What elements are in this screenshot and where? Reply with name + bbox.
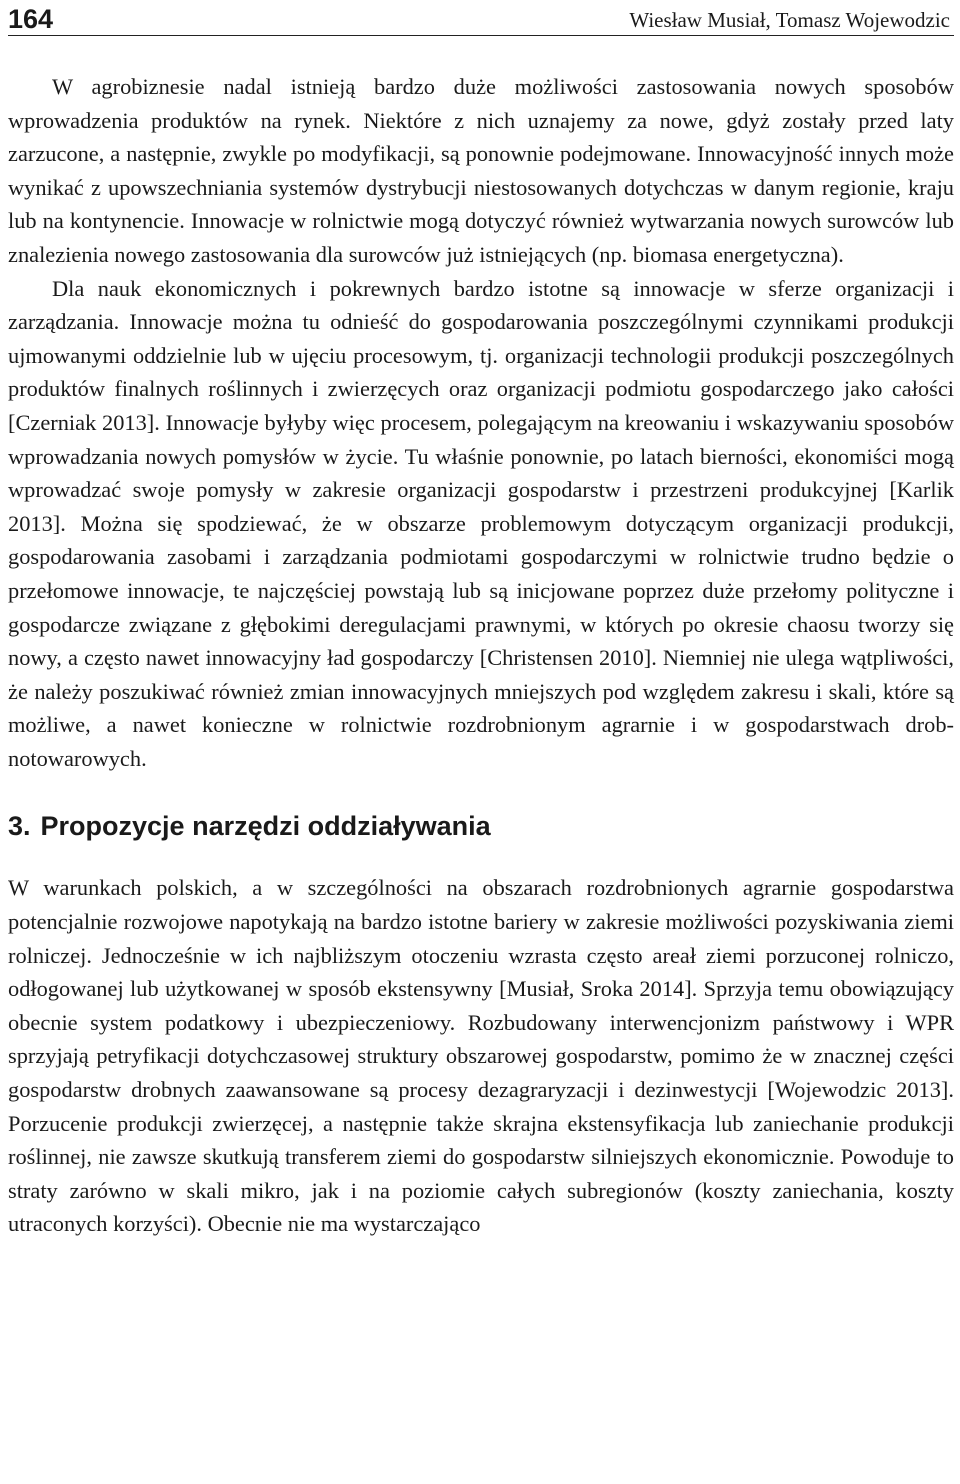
section-heading <box>8 809 954 843</box>
section-title: Propozycje narzędzi oddziaływania <box>40 811 491 842</box>
page <box>8 0 954 1241</box>
body-text <box>8 70 954 1241</box>
paragraph-agrobusiness: W agrobiznesie nadal istnieją bardzo duże możliwości zastosowania nowych sposobów wprowadzenia produktów na rynek. Niektóre z nich uznajemy za nowe, gdyż zostały przed laty zarzucone, a następnie, zwykle po modyfikacji, są ponownie podejmowane. Innowacyjność innych może wynikać z upowszechniania systemów dystrybucji niestosowanych dotychczas w danym regionie, kraju lub na kontynencie. Innowacje w rolnictwie mogą dotyczyć również wytwarzania nowych surowców lub znalezienia nowego zastosowania dla surowców już istniejących (np. biomasa energetyczna). <box>8 74 954 267</box>
running-header-authors: Wiesław Musiał, Tomasz Wojewodzic <box>629 8 950 32</box>
running-header <box>8 0 954 36</box>
page-number: 164 <box>8 4 54 34</box>
paragraph-polish-conditions: W warunkach polskich, a w szczególności na obszarach rozdrobnionych agrarnie gospodarstwa potencjalnie rozwojowe napotykają na bardzo istotne bariery w zakresie możliwości pozyskiwania ziemi rolniczej. Jednocześnie w ich najbliższym otoczeniu wzrasta często areał ziemi porzuconej rolniczo, odłogowanej lub użytkowanej w sposób ekstensywny [Musiał, Sroka 2014]. Sprzyja temu obowiązujący obecnie system podatkowy i ubezpieczeniowy. Rozbudowany interwencjonizm państwowy i WPR sprzyjają petryfikacji dotychczasowej struktury obszarowej gospodarstw, pomimo że w znacznej części gospodarstw drobnych zaawansowane są procesy dezagraryzacji i dezinwestycji [Wojewodzic 2013]. Porzucenie produkcji zwierzęcej, a następnie także skrajna ekstensyfikacja lub zaniechanie produkcji roślinnej, nie zawsze skutkują transferem ziemi do gospodarstw silniejszych ekonomicznie. Powoduje to straty zarówno w skali mikro, jak i na poziomie całych subregionów (koszty zaniechania, koszty utraconych korzyści). Obecnie nie ma wystarczająco <box>8 875 954 1237</box>
paragraph-economic-sciences: Dla nauk ekonomicznych i pokrewnych bardzo istotne są innowacje w sferze organizacji i zarządzania. Innowacje można tu odnieść do gospodarowania poszczególnymi czynnikami produkcji ujmowanymi oddzielnie lub w ujęciu procesowym, tj. organizacji technologii produkcji poszczególnych produktów finalnych roślinnych i zwierzęcych oraz organizacji podmiotu gospodarczego jako całości [Czerniak 2013]. Innowacje byłyby więc procesem, polegającym na kreowaniu i wskazywaniu sposobów wprowadzania nowych pomysłów w życie. Tu właśnie ponownie, po latach bierności, ekonomiści mogą wprowadzać swoje pomysły w zakresie organizacji gospodarstw i przestrzeni produkcyjnej [Karlik 2013]. Można się spodziewać, że w obszarze problemowym dotyczącym organizacji produkcji, gospodarowania zasobami i zarządzania podmiotami gospodarczymi w rolnictwie trudno będzie o przełomowe innowacje, te najczęściej powstają lub są inicjowane poprzez duże przełomy polityczne i gospodarcze związane z głębokimi deregulacjami prawnymi, w których po okresie chaosu tworzy się nowy, a często nawet innowacyjny ład gospodarczy [Christensen 2010]. Niemniej nie ulega wątpliwości, że należy poszukiwać również zmian innowacyjnych mniejszych pod względem zakresu i skali, które są możliwe, a nawet konieczne w rolnictwie rozdrobnionym agrarnie i w gospodarstwach drobnotowarowych. <box>8 275 954 771</box>
section-number: 3. <box>8 811 31 842</box>
